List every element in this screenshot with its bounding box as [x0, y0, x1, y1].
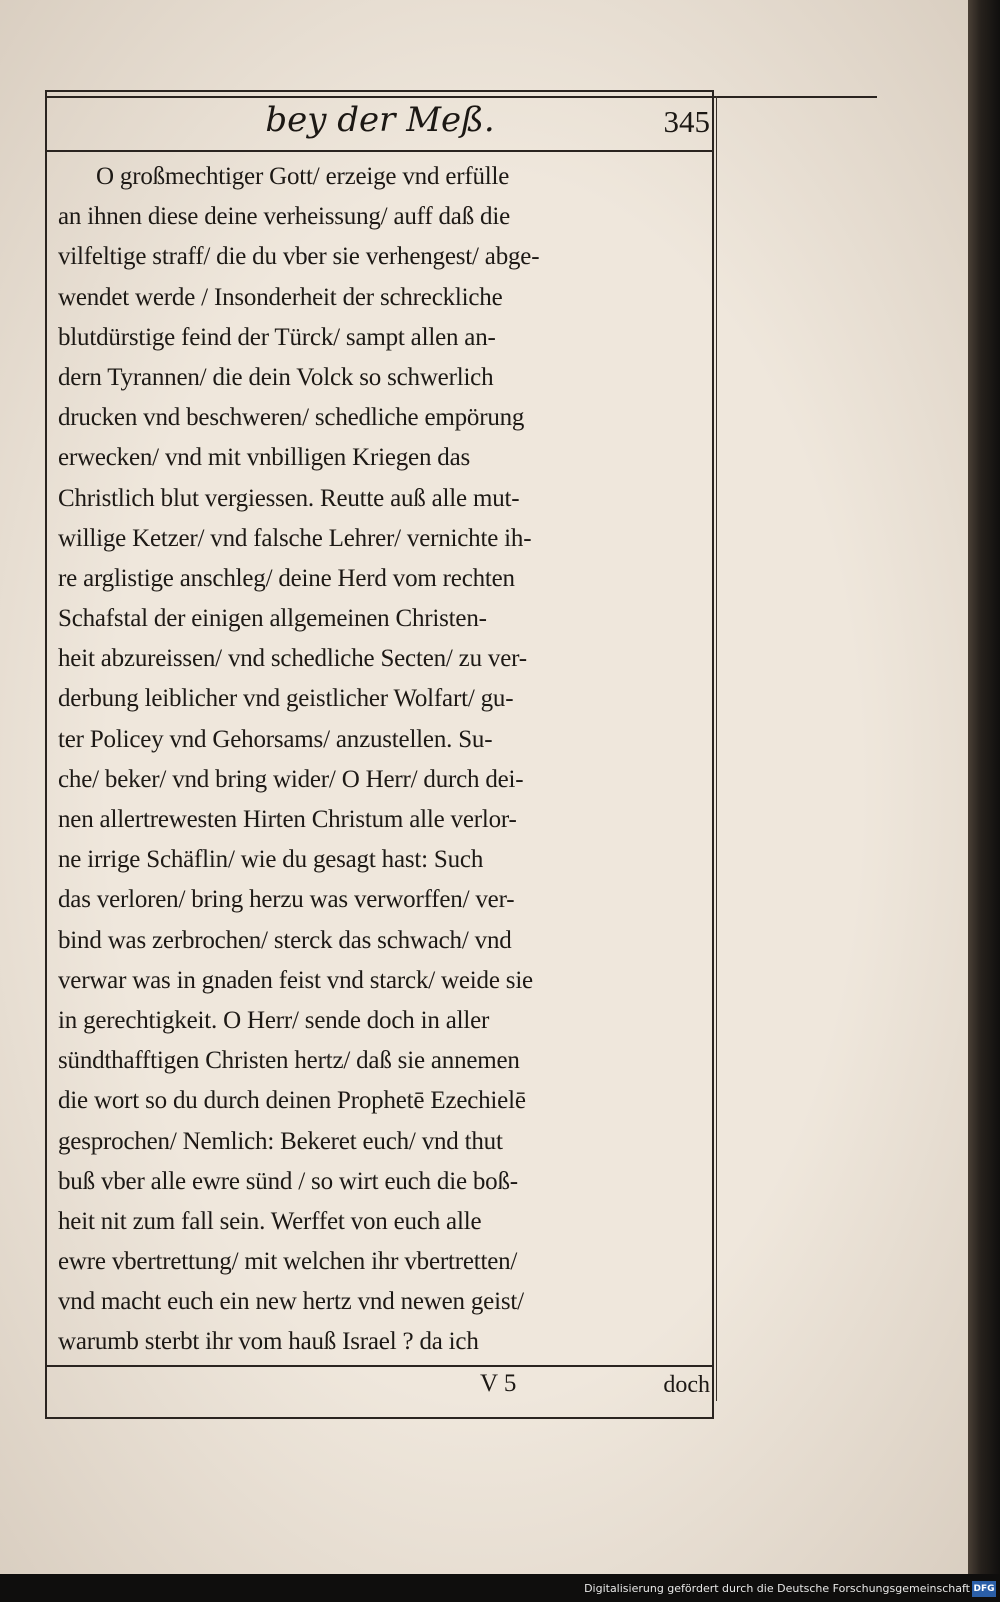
text-line: das verloren/ bring herzu was verworffen/ ver- [58, 886, 515, 914]
head-rule [45, 150, 712, 152]
body-text [58, 157, 706, 1363]
page-number: 345 [663, 104, 710, 139]
text-line: vilfeltige straff/ die du vber sie verhengest/ abge- [58, 243, 540, 271]
text-line: re arglistige anschleg/ deine Herd vom rechten [58, 564, 515, 592]
text-line: nen allertrewesten Hirten Christum alle verlor- [58, 806, 517, 833]
text-line: bind was zerbrochen/ sterck das schwach/ vnd [58, 926, 512, 954]
page-edge-shadow [968, 0, 1000, 1574]
text-line: drucken vnd beschweren/ schedliche empörung [58, 404, 525, 432]
text-line: che/ beker/ vnd bring wider/ O Herr/ durch dei- [58, 765, 524, 793]
text-line: ter Policey vnd Gehorsams/ anzustellen. Su- [58, 725, 493, 753]
foot-rule [45, 1365, 712, 1367]
frame-right-rule [716, 96, 717, 1401]
text-line: ne irrige Schäflin/ wie du gesagt hast: Such [58, 846, 484, 874]
text-line: warumb sterbt ihr vom hauß Israel ? da ich [58, 1328, 479, 1356]
signature-mark: V 5 [480, 1370, 517, 1397]
text-line: Schafstal der einigen allgemeinen Christen- [58, 605, 487, 633]
text-line: ewre vbertrettung/ mit welchen ihr vbertretten/ [58, 1248, 518, 1276]
catchword: doch [663, 1372, 710, 1398]
text-line: Christlich blut vergiessen. Reutte auß alle mut- [58, 484, 520, 512]
frame-top-rule [45, 96, 877, 98]
text-line: verwar was in gnaden feist vnd starck/ weide sie [58, 966, 533, 994]
text-line: O großmechtiger Gott/ erzeige vnd erfülle [96, 163, 510, 190]
text-line: erwecken/ vnd mit vnbilligen Kriegen das [58, 444, 471, 472]
text-line: dern Tyrannen/ die dein Volck so schwerlich [58, 363, 494, 391]
text-line: heit nit zum fall sein. Werffet von euch alle [58, 1207, 482, 1235]
text-line: die wort so du durch deinen Prophetē Ezechielē [58, 1087, 526, 1115]
footer-credit: Digitalisierung gefördert durch die Deutsche Forschungsgemeinschaft [584, 1582, 970, 1595]
text-line: an ihnen diese deine verheissung/ auff daß die [58, 203, 510, 231]
text-line: buß vber alle ewre sünd / so wirt euch die boß- [58, 1167, 518, 1195]
dfg-logo-icon: DFG [972, 1581, 996, 1597]
text-line: willige Ketzer/ vnd falsche Lehrer/ vernichte ih- [58, 524, 532, 552]
text-line: wendet werde / Insonderheit der schreckliche [58, 283, 503, 311]
text-line: vnd macht euch ein new hertz vnd newen geist/ [58, 1288, 524, 1316]
text-line: heit abzureissen/ vnd schedliche Secten/ zu ver- [58, 645, 527, 673]
text-line: gesprochen/ Nemlich: Bekeret euch/ vnd thut [58, 1127, 503, 1155]
running-head: bey der Meß. [265, 100, 495, 140]
text-line: blutdürstige feind der Türck/ sampt allen an- [58, 323, 496, 351]
text-line: sündthafftigen Christen hertz/ daß sie annemen [58, 1047, 520, 1075]
text-line: in gerechtigkeit. O Herr/ sende doch in aller [58, 1006, 490, 1034]
text-line: derbung leiblicher vnd geistlicher Wolfart/ gu- [58, 685, 514, 713]
